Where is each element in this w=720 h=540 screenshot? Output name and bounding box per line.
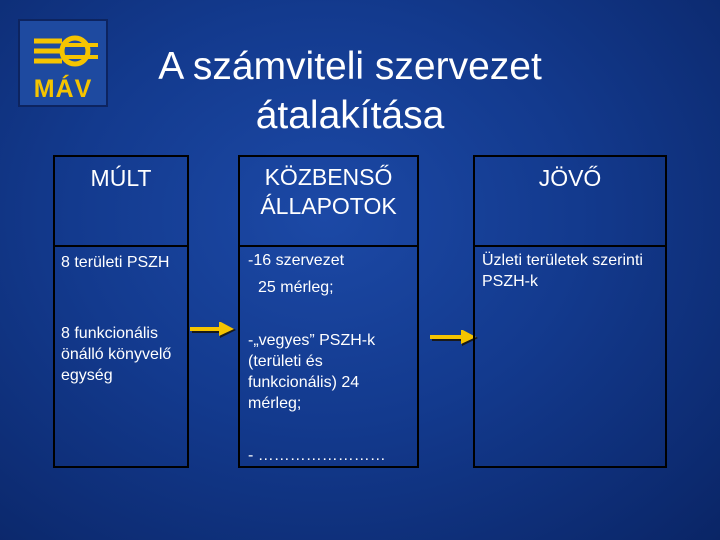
title-line-2: átalakítása — [255, 94, 445, 137]
intermediate-item-1-line-2: 25 mérleg; — [258, 279, 334, 296]
future-item-1: Üzleti területek szerinti PSZH-k — [482, 252, 643, 290]
intermediate-item-1-line-1: -16 szervezet — [248, 252, 345, 269]
column-intermediate — [238, 155, 419, 468]
column-future-header-text: JÖVŐ — [538, 165, 602, 191]
column-intermediate-header — [240, 157, 417, 247]
intermediate-item-3: - …………………… — [248, 447, 386, 464]
column-past-header-text: MÚLT — [90, 165, 152, 191]
page-title — [120, 42, 580, 140]
past-item-2: 8 funkcionális önálló könyvelő egység — [61, 325, 172, 384]
past-item-1: 8 területi PSZH — [61, 254, 170, 271]
column-past-header — [55, 157, 187, 247]
intermediate-item-2: -„vegyes” PSZH-k (területi és funkcionális) 24 mérleg; — [248, 332, 376, 412]
column-future — [473, 155, 667, 468]
title-line-1: A számviteli szervezet — [158, 45, 542, 88]
mav-logo — [18, 19, 108, 107]
logo-text: MÁV — [33, 75, 93, 103]
column-past — [53, 155, 189, 468]
arrow-right-icon — [190, 322, 238, 344]
intermediate-header-line-1: KÖZBENSŐ — [264, 164, 393, 190]
intermediate-header-line-2: ÁLLAPOTOK — [260, 193, 397, 219]
column-future-header — [475, 157, 665, 247]
